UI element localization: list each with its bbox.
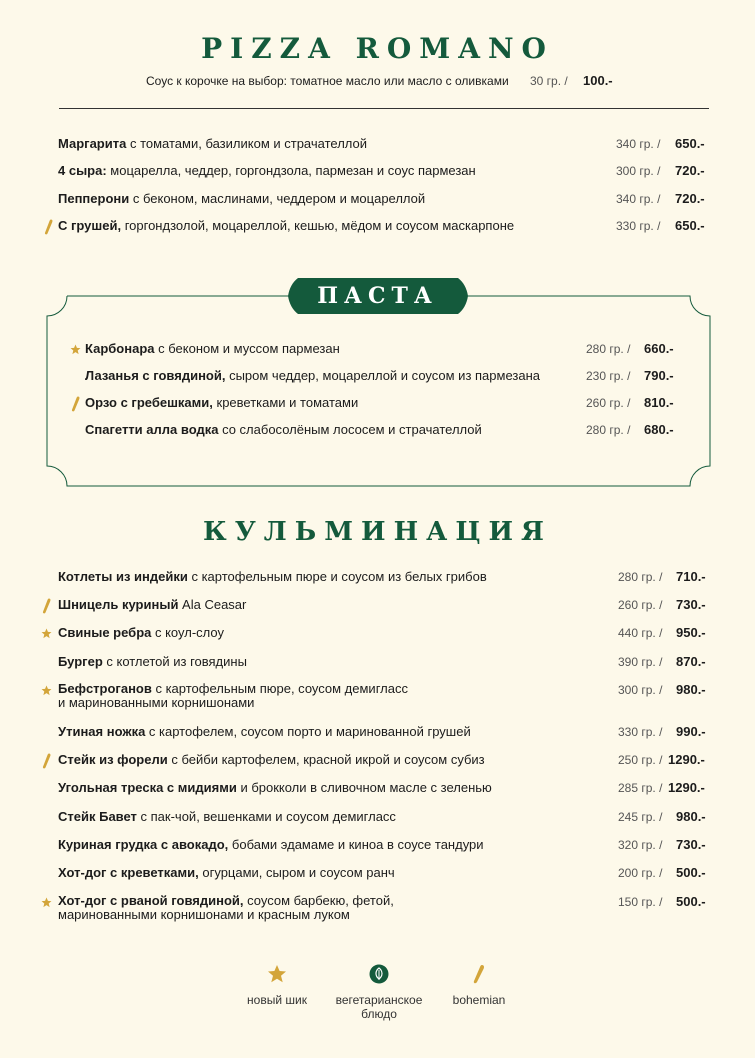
- legend-label: bohemian: [452, 993, 506, 1007]
- legend-new: [236, 964, 318, 1007]
- item-description: с томатами, базиликом и страчателлой: [126, 136, 367, 151]
- item-name: Бефстроганов: [58, 681, 152, 696]
- star-icon: [41, 626, 53, 640]
- item-weight: 250 гр. /: [618, 753, 663, 767]
- menu-item: [58, 654, 247, 669]
- bohemian-icon: [469, 964, 489, 984]
- item-name: С грушей,: [58, 218, 122, 233]
- item-name: 4 сыра:: [58, 163, 107, 178]
- item-price: 730.-: [676, 837, 706, 852]
- menu-item: [58, 809, 396, 824]
- item-name: Карбонара: [85, 341, 155, 356]
- item-price: 810.-: [644, 395, 674, 410]
- item-name: Хот-дог с рваной говядиной,: [58, 893, 244, 908]
- star-icon: [41, 895, 53, 909]
- item-description: и брокколи в сливочном масле с зеленью: [236, 780, 492, 795]
- menu-item: [58, 724, 471, 739]
- item-description-line2: маринованными корнишонами и красным луком: [58, 907, 350, 922]
- item-price: 720.-: [675, 191, 705, 206]
- item-description: моцарелла, чеддер, горгондзола, пармезан и соус пармезан: [106, 163, 476, 178]
- item-weight: 280 гр. /: [586, 342, 631, 356]
- item-weight: 440 гр. /: [618, 626, 663, 640]
- item-price: 870.-: [676, 654, 706, 669]
- item-name: Лазанья с говядиной,: [85, 368, 226, 383]
- item-description: соусом барбекю, фетой,: [243, 893, 394, 908]
- legend-veg: [326, 964, 432, 1021]
- star-icon: [41, 683, 53, 697]
- item-weight: 245 гр. /: [618, 810, 663, 824]
- star-icon: [267, 964, 287, 984]
- menu-item: [85, 422, 482, 437]
- item-price: 650.-: [675, 218, 705, 233]
- menu-item: [58, 837, 484, 852]
- item-price: 660.-: [644, 341, 674, 356]
- bohemian-icon: [41, 598, 53, 612]
- leaf-icon: [369, 964, 389, 984]
- item-weight: 390 гр. /: [618, 655, 663, 669]
- sauce-price: 100.-: [583, 73, 613, 88]
- item-name: Хот-дог с креветками,: [58, 865, 199, 880]
- menu-item: [85, 341, 340, 356]
- item-name: Котлеты из индейки: [58, 569, 188, 584]
- item-weight: 330 гр. /: [616, 219, 661, 233]
- item-description: креветками и томатами: [212, 395, 359, 410]
- item-name: Свиные ребра: [58, 625, 152, 640]
- item-description: горгондзолой, моцареллой, кешью, мёдом и соусом маскарпоне: [121, 218, 515, 233]
- page-title: PIZZA ROMANO: [201, 32, 554, 65]
- menu-item: [58, 752, 485, 767]
- pasta-title: ПАСТА: [317, 283, 438, 309]
- menu-item: [58, 780, 492, 795]
- sauce-weight: 30 гр. /: [530, 74, 568, 88]
- main-title: КУЛЬМИНАЦИЯ: [203, 517, 552, 547]
- legend-bohemian: [440, 964, 518, 1007]
- item-weight: 260 гр. /: [618, 598, 663, 612]
- item-description-line2: и маринованными корнишонами: [58, 695, 255, 710]
- item-weight: 340 гр. /: [616, 137, 661, 151]
- bohemian-icon: [70, 396, 82, 410]
- menu-item: [58, 625, 224, 640]
- item-price: 1290.-: [668, 752, 705, 767]
- item-price: 1290.-: [668, 780, 705, 795]
- item-price: 680.-: [644, 422, 674, 437]
- item-price: 500.-: [676, 865, 706, 880]
- item-weight: 320 гр. /: [618, 838, 663, 852]
- menu-item: [58, 894, 394, 922]
- item-description: с картофельным пюре и соусом из белых грибов: [187, 569, 487, 584]
- menu-item: [85, 368, 540, 383]
- item-price: 790.-: [644, 368, 674, 383]
- item-name: Куриная грудка с авокадо,: [58, 837, 229, 852]
- item-price: 500.-: [676, 894, 706, 909]
- star-icon: [70, 342, 82, 356]
- bohemian-icon: [41, 753, 53, 767]
- item-weight: 200 гр. /: [618, 866, 663, 880]
- item-weight: 260 гр. /: [586, 396, 631, 410]
- menu-item: [58, 682, 408, 710]
- item-price: 730.-: [676, 597, 706, 612]
- item-price: 980.-: [676, 809, 706, 824]
- item-weight: 285 гр. /: [618, 781, 663, 795]
- item-weight: 340 гр. /: [616, 192, 661, 206]
- item-description: с коул-слоу: [151, 625, 224, 640]
- item-name: Угольная треска с мидиями: [58, 780, 237, 795]
- item-price: 980.-: [676, 682, 706, 697]
- item-weight: 280 гр. /: [618, 570, 663, 584]
- item-description: с пак-чой, вешенками и соусом демигласс: [136, 809, 396, 824]
- item-name: Утиная ножка: [58, 724, 146, 739]
- item-weight: 300 гр. /: [618, 683, 663, 697]
- item-name: Стейк Бавет: [58, 809, 137, 824]
- menu-item: [58, 597, 246, 612]
- item-description: с картофелем, соусом порто и маринованной грушей: [145, 724, 471, 739]
- item-name: Шницель куриный: [58, 597, 179, 612]
- item-description: бобами эдамаме и киноа в соусе тандури: [228, 837, 484, 852]
- item-description: с беконом и муссом пармезан: [154, 341, 340, 356]
- item-name: Спагетти алла водка: [85, 422, 219, 437]
- item-name: Маргарита: [58, 136, 127, 151]
- item-name: Бургер: [58, 654, 103, 669]
- item-weight: 150 гр. /: [618, 895, 663, 909]
- item-description: со слабосолёным лососем и страчателлой: [218, 422, 482, 437]
- item-description: с беконом, маслинами, чеддером и моцареллой: [129, 191, 426, 206]
- item-weight: 280 гр. /: [586, 423, 631, 437]
- item-price: 950.-: [676, 625, 706, 640]
- item-description: с бейби картофелем, красной икрой и соусом субиз: [167, 752, 485, 767]
- item-price: 710.-: [676, 569, 706, 584]
- item-description: с картофельным пюре, соусом демигласс: [151, 681, 408, 696]
- item-price: 720.-: [675, 163, 705, 178]
- item-price: 990.-: [676, 724, 706, 739]
- item-weight: 230 гр. /: [586, 369, 631, 383]
- item-weight: 300 гр. /: [616, 164, 661, 178]
- item-name: Пепперони: [58, 191, 130, 206]
- item-description: сыром чеддер, моцареллой и соусом из пармезана: [225, 368, 540, 383]
- legend-label: новый шик: [247, 993, 307, 1007]
- item-description: Ala Ceasar: [178, 597, 247, 612]
- item-price: 650.-: [675, 136, 705, 151]
- item-weight: 330 гр. /: [618, 725, 663, 739]
- menu-item: [58, 569, 487, 584]
- item-description: огурцами, сыром и соусом ранч: [198, 865, 395, 880]
- menu-item: [85, 395, 358, 410]
- item-name: Орзо с гребешками,: [85, 395, 213, 410]
- menu-item: [58, 865, 395, 880]
- legend-label: вегетарианское блюдо: [335, 993, 423, 1021]
- item-description: с котлетой из говядины: [102, 654, 247, 669]
- sauce-text: Соус к корочке на выбор: томатное масло или масло с оливками: [146, 74, 509, 88]
- item-name: Стейк из форели: [58, 752, 168, 767]
